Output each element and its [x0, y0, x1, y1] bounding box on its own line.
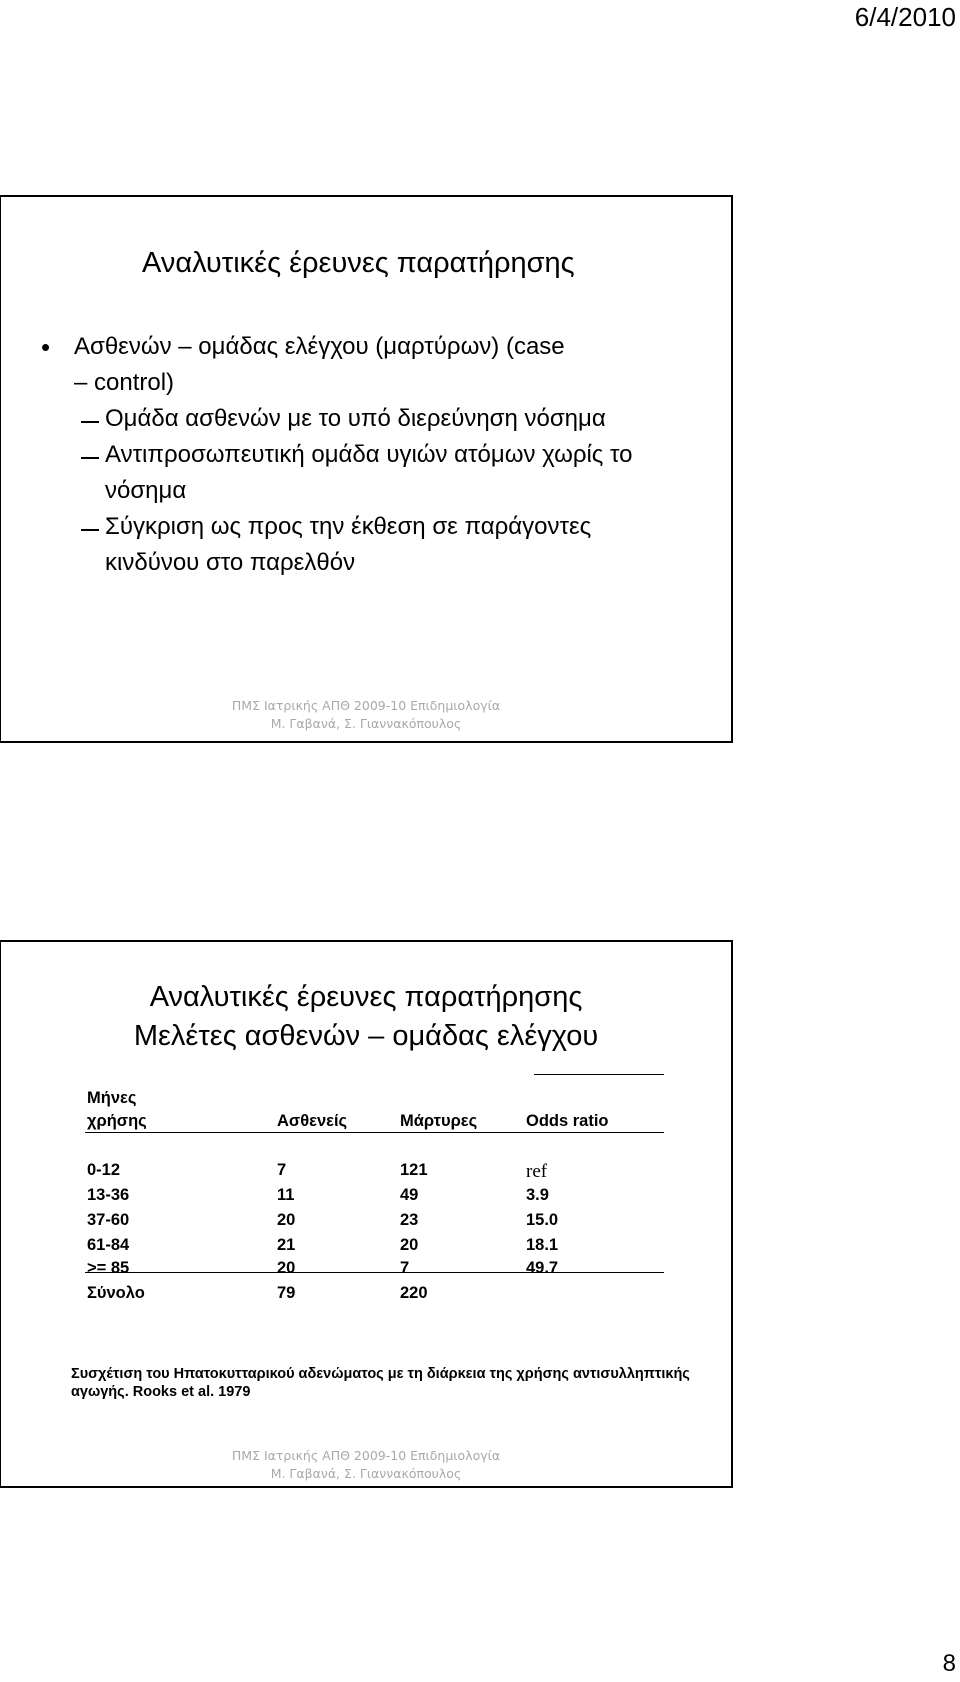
cell-odds-ratio: ref	[526, 1161, 548, 1182]
slide-1-bullet-list	[41, 329, 701, 581]
cell-controls: 20	[400, 1236, 419, 1254]
cell-odds-ratio: 15.0	[526, 1211, 559, 1229]
bullet-text-line-1: • Ασθενών – ομάδας ελέγχου (μαρτύρων) (case	[74, 333, 565, 360]
cell-months: 37-60	[87, 1211, 130, 1229]
bullet-text-line-2: – control)	[74, 369, 175, 396]
slide-2-footer	[1, 1447, 731, 1483]
subitem-text: Σύγκριση ως προς την έκθεση σε παράγοντες	[105, 513, 592, 540]
subitem-text-continued: νόσημα	[105, 477, 187, 504]
slide-2-title-line-2: Μελέτες ασθενών – ομάδας ελέγχου	[133, 1020, 599, 1052]
subitem-text: Ομάδα ασθενών με το υπό διερεύνηση νόσημα	[105, 405, 606, 432]
cell-months: >= 85	[87, 1259, 130, 1277]
total-cases: 79	[277, 1284, 296, 1302]
page-number: 8	[942, 1650, 956, 1677]
subitem-text: Αντιπροσωπευτική ομάδα υγιών ατόμων χωρίς το	[105, 441, 633, 468]
footer-authors: Μ. Γαβανά, Σ. Γιαννακόπουλος	[270, 1466, 462, 1481]
cell-cases: 20	[277, 1211, 296, 1229]
subitem-control-group	[41, 437, 701, 509]
cell-odds-ratio: 18.1	[526, 1236, 559, 1254]
header-controls: Μάρτυρες	[400, 1112, 478, 1130]
subitem-text-continued: κινδύνου στο παρελθόν	[105, 549, 356, 576]
header-cases: Ασθενείς	[277, 1112, 348, 1130]
slide-1-title: Αναλυτικές έρευνες παρατήρησης	[142, 247, 575, 279]
footer-authors: Μ. Γαβανά, Σ. Γιαννακόπουλος	[270, 716, 462, 731]
cell-cases: 20	[277, 1259, 296, 1277]
footer-course: ΠΜΣ Ιατρικής ΑΠΘ 2009-10 Επιδημιολογία	[231, 1448, 501, 1463]
total-controls: 220	[400, 1284, 428, 1302]
cell-months: 0-12	[87, 1161, 121, 1179]
cell-odds-ratio: 3.9	[526, 1186, 549, 1204]
header-months-line-2: χρήσης	[87, 1112, 147, 1130]
table-top-rule	[534, 1074, 664, 1075]
page-date: 6/4/2010	[854, 2, 956, 32]
footer-course: ΠΜΣ Ιατρικής ΑΠΘ 2009-10 Επιδημιολογία	[231, 698, 501, 713]
table-bottom-rule	[85, 1272, 664, 1273]
cell-cases: 11	[277, 1186, 295, 1204]
cell-controls: 121	[400, 1161, 428, 1179]
cell-cases: 21	[277, 1236, 296, 1254]
header-odds-ratio: Odds ratio	[526, 1112, 609, 1130]
subitem-case-group	[41, 401, 701, 437]
slide-2-title-line-1: Αναλυτικές έρευνες παρατήρησης	[149, 981, 583, 1013]
cell-controls: 7	[400, 1259, 410, 1277]
subitem-exposure-comparison	[41, 509, 701, 581]
slide-1-footer	[1, 697, 731, 733]
slide-1	[0, 195, 733, 743]
cell-cases: 7	[277, 1161, 287, 1179]
cell-controls: 49	[400, 1186, 419, 1204]
cell-months: 61-84	[87, 1236, 130, 1254]
bullet-case-control	[41, 329, 701, 401]
cell-months: 13-36	[87, 1186, 130, 1204]
table-caption: Συσχέτιση του Ηπατοκυτταρικού αδενώματος με τη διάρκεια της χρήσης αντισυλληπτικής αγωγής. Rooks et al. 1979	[71, 1366, 690, 1400]
slide-2-title	[1, 978, 731, 1056]
total-label: Σύνολο	[87, 1284, 145, 1302]
slide-2	[0, 940, 733, 1488]
cell-odds-ratio: 49.7	[526, 1259, 559, 1277]
header-months-line-1: Μήνες	[87, 1089, 137, 1107]
cell-controls: 23	[400, 1211, 419, 1229]
